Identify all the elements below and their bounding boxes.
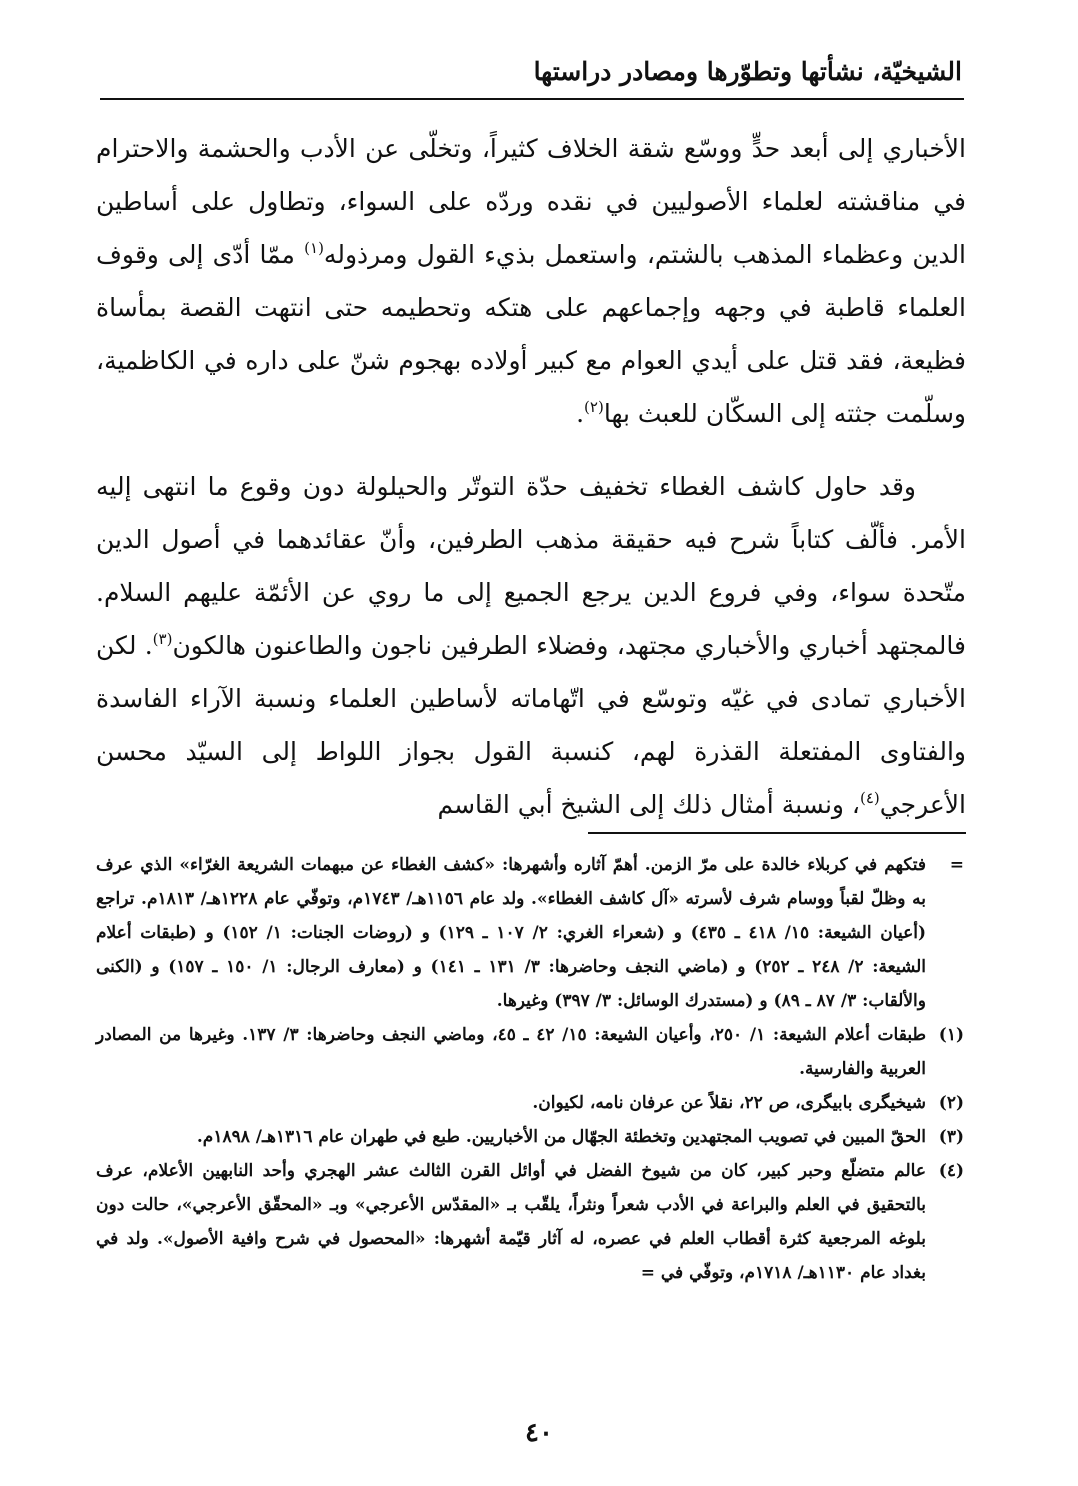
paragraph-1-text-c: . <box>576 399 585 428</box>
footnote-ref-1[interactable]: (١) <box>304 239 324 257</box>
footnote-marker: (٤) <box>938 1161 964 1181</box>
footnote-marker: (١) <box>938 1025 964 1045</box>
footnote-marker: (٣) <box>938 1127 964 1147</box>
header-rule <box>100 98 964 100</box>
paragraph-1 <box>96 122 966 440</box>
paragraph-2-text-c: ، ونسبة أمثال ذلك إلى الشيخ أبي القاسم <box>437 790 860 819</box>
footnote-1 <box>96 1018 964 1086</box>
paragraph-1-text-a: الأخباري إلى أبعد حدٍّ ووسّع شقة الخلاف كثيراً، وتخلّى عن الأدب والحشمة والاحترام في مناقشته لعلماء الأصوليين في نقده وردّه على السواء، وتطاول على أساطين الدين وعظماء المذهب بالشتم، واستعمل بذيء القول ومرذوله <box>96 134 967 269</box>
footnote-continued <box>96 848 964 1018</box>
footnote-text: عالم متضلّع وحبر كبير، كان من شيوخ الفضل في أوائل القرن الثالث عشر الهجري وأحد النابهين الأعلام، عرف بالتحقيق في العلم والبراعة في الأدب شعراً ونثراً، يلقّب بـ «المقدّس الأعرجي» وبـ «المحقّق الأعرجي»، حالت دون بلوغه المرجعية كثرة أقطاب العلم في عصره، له آثار قيّمة أشهرها: «المحصول في شرح وافية الأصول». ولد في بغداد عام ١١٣٠هـ/ ١٧١٨م، وتوفّي في = <box>96 1161 926 1283</box>
paragraph-1-text-b: ممّا أدّى إلى وقوف العلماء قاطبة في وجهه وإجماعهم على هتكه وتحطيمه حتى انتهت القصة بمأساة فظيعة، فقد قتل على أيدي العوام مع كبير أولاده بهجوم شنّ على داره في الكاظمية، وسلّمت جثته إلى السكّان للعبث بها <box>96 240 966 428</box>
footnote-ref-3[interactable]: (٣) <box>152 630 173 648</box>
footnote-ref-4[interactable]: (٤) <box>860 789 880 807</box>
footnote-text: فتكهم في كربلاء خالدة على مرّ الزمن. أهمّ آثاره وأشهرها: «كشف الغطاء عن مبهمات الشريعة الغرّاء» الذي عرف به وظلّ لقباً ووسام شرف لأسرته «آل كاشف الغطاء». ولد عام ١١٥٦هـ/ ١٧٤٣م، وتوفّي عام ١٢٢٨هـ/ ١٨١٣م. تراجع (أعيان الشيعة: ١٥/ ٤١٨ ـ ٤٣٥) و (شعراء الغري: ٢/ ١٠٧ ـ ١٢٩) و (روضات الجنات: ١/ ١٥٢) و (طبقات أعلام الشيعة: ٢/ ٢٤٨ ـ ٢٥٢) و (ماضي النجف وحاضرها: ٣/ ١٣١ ـ ١٤١) و (معارف الرجال: ١/ ١٥٠ ـ ١٥٧) و (الكنى والألقاب: ٣/ ٨٧ ـ ٨٩) و (مستدرك الوسائل: ٣/ ٣٩٧) وغيرها. <box>96 855 927 1011</box>
footnote-separator <box>588 832 966 834</box>
footnote-3 <box>96 1120 964 1154</box>
page-number: ٤٠ <box>525 1418 553 1448</box>
paragraph-2-text-a: وقد حاول كاشف الغطاء تخفيف حدّة التوتّر والحيلولة دون وقوع ما انتهى إليه الأمر. فألّف كتاباً شرح فيه حقيقة مذهب الطرفين، وأنّ عقائدهما في أصول الدين متّحدة سواء، وفي فروع الدين يرجع الجميع إلى ما روي عن الأئمّة عليهم السلام. فالمجتهد أخباري والأخباري مجتهد، وفضلاء الطرفين ناجون والطاعنون هالكون <box>96 472 966 660</box>
footnote-ref-2[interactable]: (٢) <box>584 398 604 416</box>
footnote-text: شيخيگرى بابيگرى، ص ٢٢، نقلاً عن عرفان نامه، لكيوان. <box>532 1093 926 1113</box>
footnote-4 <box>96 1154 964 1290</box>
paragraph-2-text-b: . لكن الأخباري تمادى في غيّه وتوسّع في اتّهاماته لأساطين العلماء ونسبة الآراء الفاسدة والفتاوى المفتعلة القذرة لهم، كنسبة القول بجواز اللواط إلى السيّد محسن الأعرجي <box>96 631 966 819</box>
footnote-marker: = <box>949 855 964 875</box>
footnote-text: الحقّ المبين في تصويب المجتهدين وتخطئة الجهّال من الأخباريين. طبع في طهران عام ١٣١٦هـ/ ١٨٩٨م. <box>196 1127 926 1147</box>
main-text <box>96 122 966 831</box>
footnote-text: طبقات أعلام الشيعة: ١/ ٢٥٠، وأعيان الشيعة: ١٥/ ٤٢ ـ ٤٥، وماضي النجف وحاضرها: ٣/ ١٣٧. وغيرها من المصادر العربية والفارسية. <box>96 1025 926 1079</box>
paragraph-2 <box>96 460 966 831</box>
footnote-marker: (٢) <box>938 1093 964 1113</box>
footnote-2 <box>96 1086 964 1120</box>
footnotes <box>96 848 964 1290</box>
running-header: الشيخيّة، نشأتها وتطوّرها ومصادر دراستها <box>533 57 962 86</box>
